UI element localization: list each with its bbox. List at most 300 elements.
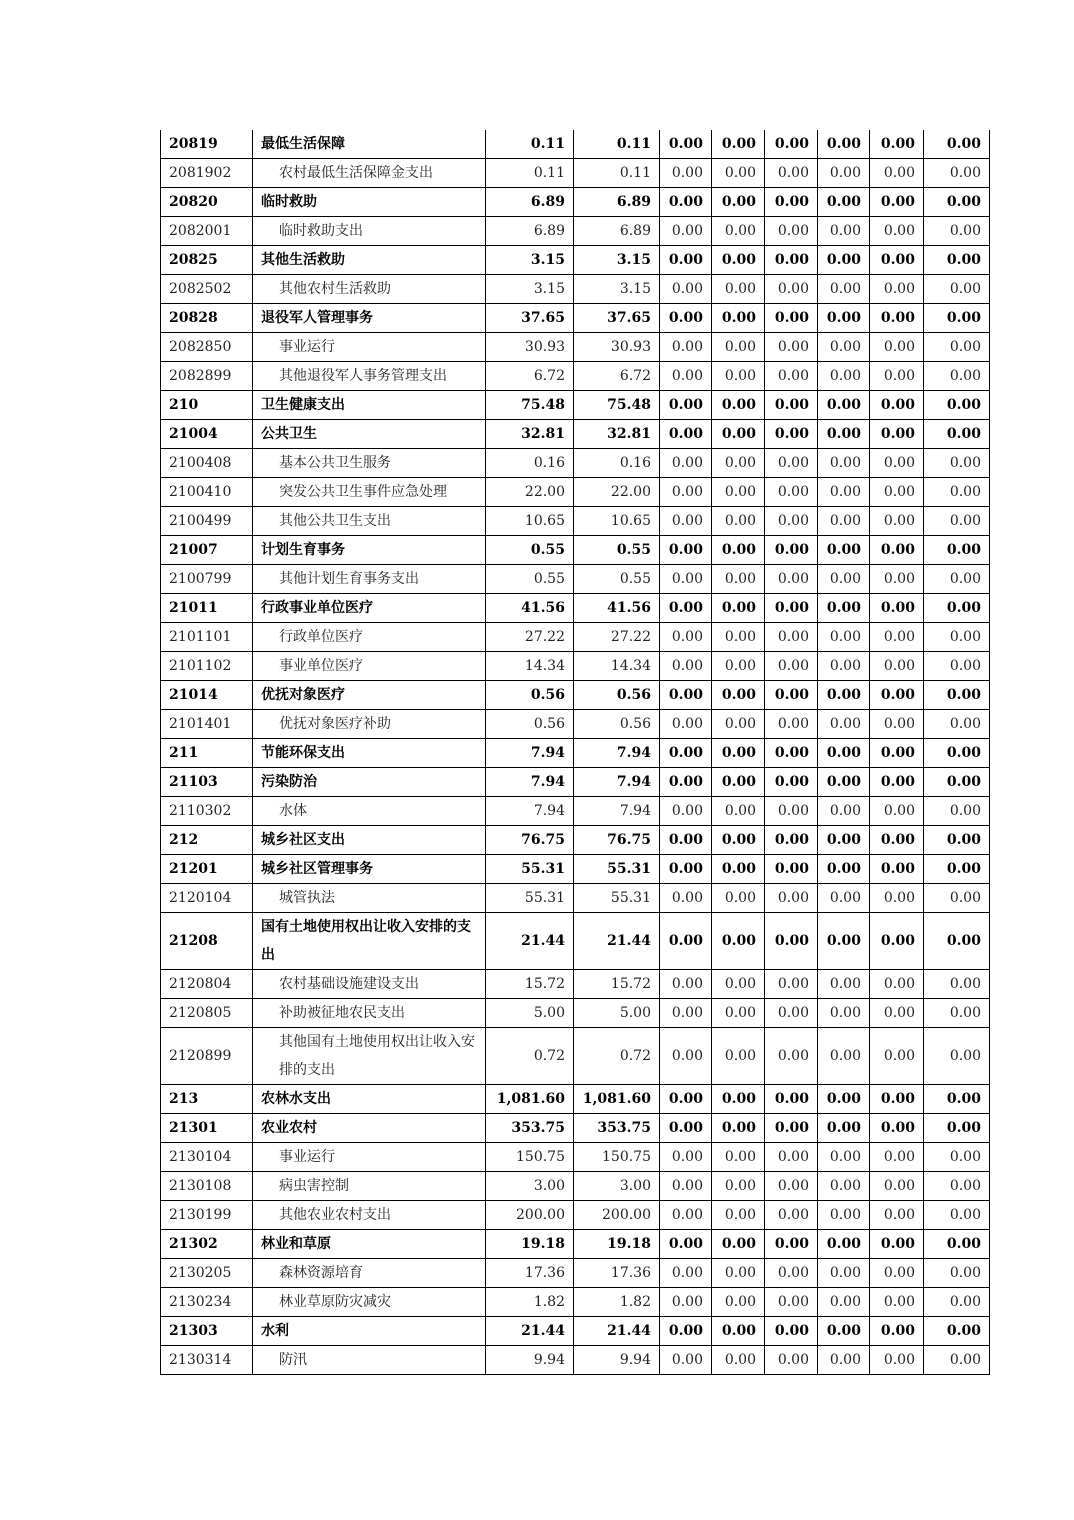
cell-value: 0.00: [765, 1317, 818, 1346]
budget-expenditure-table: [160, 130, 990, 1375]
cell-item-name: 突发公共卫生事件应急处理: [253, 478, 486, 507]
cell-value: 0.00: [712, 855, 765, 884]
cell-value: 0.00: [818, 1172, 870, 1201]
cell-value: 0.00: [712, 362, 765, 391]
table-row: [161, 275, 990, 304]
cell-value: 0.00: [660, 565, 712, 594]
cell-code: 20819: [161, 130, 253, 159]
cell-value: 0.00: [818, 536, 870, 565]
cell-basic-expenditure: 27.22: [574, 623, 660, 652]
cell-total: 9.94: [486, 1346, 574, 1375]
cell-item-name: 水体: [253, 797, 486, 826]
table-row: [161, 1317, 990, 1346]
cell-code: 2100499: [161, 507, 253, 536]
cell-value: 0.00: [924, 970, 990, 999]
cell-item-name: 城管执法: [253, 884, 486, 913]
table-row: [161, 536, 990, 565]
cell-value: 0.00: [765, 130, 818, 159]
cell-total: 1.82: [486, 1288, 574, 1317]
cell-value: 0.00: [818, 420, 870, 449]
cell-value: 0.00: [765, 855, 818, 884]
cell-value: 0.00: [712, 884, 765, 913]
cell-value: 0.00: [924, 913, 990, 970]
cell-value: 0.00: [818, 304, 870, 333]
cell-basic-expenditure: 6.89: [574, 188, 660, 217]
cell-value: 0.00: [870, 884, 924, 913]
cell-value: 0.00: [818, 565, 870, 594]
table-row: [161, 159, 990, 188]
cell-value: 0.00: [924, 1317, 990, 1346]
cell-value: 0.00: [818, 1317, 870, 1346]
cell-value: 0.00: [924, 304, 990, 333]
table-row: [161, 1230, 990, 1259]
cell-item-name: 其他国有土地使用权出让收入安排的支出: [253, 1028, 486, 1085]
cell-value: 0.00: [924, 565, 990, 594]
table-row: [161, 1028, 990, 1085]
table-row: [161, 1114, 990, 1143]
cell-value: 0.00: [765, 304, 818, 333]
cell-value: 0.00: [712, 1028, 765, 1085]
cell-basic-expenditure: 17.36: [574, 1259, 660, 1288]
cell-value: 0.00: [765, 1172, 818, 1201]
cell-item-name: 优抚对象医疗补助: [253, 710, 486, 739]
cell-value: 0.00: [924, 217, 990, 246]
cell-value: 0.00: [765, 420, 818, 449]
cell-value: 0.00: [870, 681, 924, 710]
cell-total: 353.75: [486, 1114, 574, 1143]
cell-basic-expenditure: 76.75: [574, 826, 660, 855]
cell-item-name: 卫生健康支出: [253, 391, 486, 420]
cell-value: 0.00: [870, 362, 924, 391]
cell-item-name: 林业和草原: [253, 1230, 486, 1259]
table-row: [161, 826, 990, 855]
cell-basic-expenditure: 0.55: [574, 536, 660, 565]
cell-value: 0.00: [765, 1114, 818, 1143]
cell-code: 2081902: [161, 159, 253, 188]
cell-value: 0.00: [660, 1346, 712, 1375]
cell-value: 0.00: [765, 594, 818, 623]
cell-basic-expenditure: 0.56: [574, 710, 660, 739]
cell-basic-expenditure: 0.16: [574, 449, 660, 478]
cell-code: 21302: [161, 1230, 253, 1259]
cell-value: 0.00: [818, 594, 870, 623]
cell-value: 0.00: [712, 1114, 765, 1143]
cell-value: 0.00: [712, 188, 765, 217]
cell-value: 0.00: [924, 275, 990, 304]
cell-item-name: 节能环保支出: [253, 739, 486, 768]
cell-value: 0.00: [870, 1201, 924, 1230]
table-row: [161, 1288, 990, 1317]
cell-value: 0.00: [712, 275, 765, 304]
cell-value: 0.00: [765, 913, 818, 970]
cell-item-name: 城乡社区管理事务: [253, 855, 486, 884]
cell-value: 0.00: [818, 710, 870, 739]
table-row: [161, 710, 990, 739]
cell-value: 0.00: [924, 391, 990, 420]
cell-value: 0.00: [712, 710, 765, 739]
cell-value: 0.00: [765, 826, 818, 855]
cell-code: 21201: [161, 855, 253, 884]
cell-value: 0.00: [870, 478, 924, 507]
cell-item-name: 公共卫生: [253, 420, 486, 449]
cell-basic-expenditure: 7.94: [574, 797, 660, 826]
table-row: [161, 739, 990, 768]
table-row: [161, 1259, 990, 1288]
cell-value: 0.00: [765, 188, 818, 217]
cell-value: 0.00: [660, 130, 712, 159]
cell-value: 0.00: [818, 159, 870, 188]
table-row: [161, 768, 990, 797]
cell-value: 0.00: [870, 855, 924, 884]
cell-total: 22.00: [486, 478, 574, 507]
table-row: [161, 188, 990, 217]
cell-code: 2120805: [161, 999, 253, 1028]
cell-value: 0.00: [660, 246, 712, 275]
cell-total: 15.72: [486, 970, 574, 999]
cell-value: 0.00: [924, 1114, 990, 1143]
cell-value: 0.00: [712, 565, 765, 594]
cell-value: 0.00: [818, 623, 870, 652]
cell-code: 213: [161, 1085, 253, 1114]
cell-total: 6.72: [486, 362, 574, 391]
cell-value: 0.00: [660, 1114, 712, 1143]
cell-total: 5.00: [486, 999, 574, 1028]
cell-item-name: 其他退役军人事务管理支出: [253, 362, 486, 391]
cell-basic-expenditure: 3.15: [574, 275, 660, 304]
cell-basic-expenditure: 0.11: [574, 159, 660, 188]
cell-value: 0.00: [660, 652, 712, 681]
cell-basic-expenditure: 6.72: [574, 362, 660, 391]
cell-code: 21004: [161, 420, 253, 449]
cell-total: 6.89: [486, 188, 574, 217]
table-row: [161, 130, 990, 159]
cell-basic-expenditure: 55.31: [574, 884, 660, 913]
cell-code: 2082899: [161, 362, 253, 391]
cell-basic-expenditure: 6.89: [574, 217, 660, 246]
cell-value: 0.00: [870, 130, 924, 159]
cell-item-name: 优抚对象医疗: [253, 681, 486, 710]
cell-value: 0.00: [818, 681, 870, 710]
cell-total: 200.00: [486, 1201, 574, 1230]
cell-value: 0.00: [765, 217, 818, 246]
cell-value: 0.00: [818, 797, 870, 826]
cell-code: 21303: [161, 1317, 253, 1346]
cell-item-name: 最低生活保障: [253, 130, 486, 159]
cell-value: 0.00: [765, 1230, 818, 1259]
cell-item-name: 行政单位医疗: [253, 623, 486, 652]
cell-basic-expenditure: 15.72: [574, 970, 660, 999]
cell-item-name: 病虫害控制: [253, 1172, 486, 1201]
cell-value: 0.00: [765, 1201, 818, 1230]
cell-value: 0.00: [870, 1230, 924, 1259]
table-row: [161, 999, 990, 1028]
cell-value: 0.00: [818, 855, 870, 884]
cell-value: 0.00: [870, 565, 924, 594]
table-row: [161, 1346, 990, 1375]
cell-code: 2100799: [161, 565, 253, 594]
cell-value: 0.00: [870, 333, 924, 362]
cell-value: 0.00: [924, 188, 990, 217]
cell-item-name: 污染防治: [253, 768, 486, 797]
cell-value: 0.00: [712, 478, 765, 507]
cell-value: 0.00: [712, 1230, 765, 1259]
cell-value: 0.00: [712, 420, 765, 449]
cell-code: 2130199: [161, 1201, 253, 1230]
table-row: [161, 594, 990, 623]
cell-basic-expenditure: 200.00: [574, 1201, 660, 1230]
cell-value: 0.00: [765, 391, 818, 420]
cell-item-name: 国有土地使用权出让收入安排的支出: [253, 913, 486, 970]
cell-value: 0.00: [870, 391, 924, 420]
cell-value: 0.00: [712, 391, 765, 420]
cell-item-name: 退役军人管理事务: [253, 304, 486, 333]
table-row: [161, 855, 990, 884]
cell-value: 0.00: [712, 739, 765, 768]
cell-value: 0.00: [660, 1230, 712, 1259]
cell-value: 0.00: [660, 1288, 712, 1317]
cell-code: 211: [161, 739, 253, 768]
table-row: [161, 681, 990, 710]
cell-value: 0.00: [660, 188, 712, 217]
cell-value: 0.00: [660, 970, 712, 999]
cell-value: 0.00: [660, 1317, 712, 1346]
cell-value: 0.00: [765, 739, 818, 768]
cell-value: 0.00: [765, 246, 818, 275]
cell-value: 0.00: [818, 130, 870, 159]
cell-item-name: 事业运行: [253, 333, 486, 362]
cell-value: 0.00: [924, 159, 990, 188]
cell-code: 2130205: [161, 1259, 253, 1288]
cell-value: 0.00: [870, 739, 924, 768]
cell-value: 0.00: [765, 449, 818, 478]
table-body: [161, 130, 990, 1375]
cell-code: 21208: [161, 913, 253, 970]
cell-item-name: 基本公共卫生服务: [253, 449, 486, 478]
cell-total: 0.16: [486, 449, 574, 478]
cell-item-name: 林业草原防灾减灾: [253, 1288, 486, 1317]
cell-item-name: 行政事业单位医疗: [253, 594, 486, 623]
cell-value: 0.00: [924, 623, 990, 652]
cell-basic-expenditure: 22.00: [574, 478, 660, 507]
cell-value: 0.00: [870, 246, 924, 275]
cell-value: 0.00: [765, 159, 818, 188]
cell-basic-expenditure: 5.00: [574, 999, 660, 1028]
cell-value: 0.00: [660, 478, 712, 507]
cell-value: 0.00: [870, 1317, 924, 1346]
cell-basic-expenditure: 30.93: [574, 333, 660, 362]
cell-value: 0.00: [712, 681, 765, 710]
table-row: [161, 652, 990, 681]
cell-value: 0.00: [660, 739, 712, 768]
cell-basic-expenditure: 3.15: [574, 246, 660, 275]
cell-total: 1,081.60: [486, 1085, 574, 1114]
cell-value: 0.00: [870, 623, 924, 652]
cell-value: 0.00: [765, 507, 818, 536]
cell-value: 0.00: [712, 1346, 765, 1375]
cell-value: 0.00: [712, 1317, 765, 1346]
cell-value: 0.00: [765, 1346, 818, 1375]
cell-value: 0.00: [765, 362, 818, 391]
cell-value: 0.00: [712, 999, 765, 1028]
cell-value: 0.00: [765, 275, 818, 304]
table-row: [161, 1172, 990, 1201]
cell-value: 0.00: [870, 507, 924, 536]
table-row: [161, 217, 990, 246]
cell-code: 2082001: [161, 217, 253, 246]
cell-basic-expenditure: 1.82: [574, 1288, 660, 1317]
table-row: [161, 391, 990, 420]
cell-code: 2082850: [161, 333, 253, 362]
cell-total: 14.34: [486, 652, 574, 681]
cell-item-name: 防汛: [253, 1346, 486, 1375]
cell-value: 0.00: [870, 1143, 924, 1172]
cell-total: 6.89: [486, 217, 574, 246]
cell-value: 0.00: [712, 507, 765, 536]
cell-total: 0.55: [486, 536, 574, 565]
cell-basic-expenditure: 19.18: [574, 1230, 660, 1259]
cell-basic-expenditure: 41.56: [574, 594, 660, 623]
cell-code: 2120104: [161, 884, 253, 913]
cell-value: 0.00: [660, 1172, 712, 1201]
cell-value: 0.00: [870, 188, 924, 217]
cell-value: 0.00: [818, 275, 870, 304]
cell-value: 0.00: [818, 478, 870, 507]
cell-code: 2130234: [161, 1288, 253, 1317]
cell-value: 0.00: [765, 652, 818, 681]
cell-value: 0.00: [924, 130, 990, 159]
cell-value: 0.00: [818, 333, 870, 362]
table-row: [161, 1201, 990, 1230]
cell-value: 0.00: [660, 217, 712, 246]
cell-basic-expenditure: 10.65: [574, 507, 660, 536]
cell-value: 0.00: [924, 681, 990, 710]
cell-value: 0.00: [924, 420, 990, 449]
cell-value: 0.00: [765, 970, 818, 999]
cell-value: 0.00: [660, 681, 712, 710]
cell-item-name: 农林水支出: [253, 1085, 486, 1114]
cell-item-name: 其他公共卫生支出: [253, 507, 486, 536]
cell-value: 0.00: [660, 768, 712, 797]
cell-value: 0.00: [660, 507, 712, 536]
cell-code: 2120899: [161, 1028, 253, 1085]
table-row: [161, 1143, 990, 1172]
cell-value: 0.00: [870, 449, 924, 478]
cell-value: 0.00: [870, 710, 924, 739]
cell-value: 0.00: [924, 1172, 990, 1201]
cell-value: 0.00: [870, 1085, 924, 1114]
cell-code: 20828: [161, 304, 253, 333]
cell-basic-expenditure: 7.94: [574, 768, 660, 797]
table-row: [161, 797, 990, 826]
cell-code: 2120804: [161, 970, 253, 999]
cell-value: 0.00: [765, 999, 818, 1028]
cell-basic-expenditure: 75.48: [574, 391, 660, 420]
cell-value: 0.00: [924, 1259, 990, 1288]
cell-value: 0.00: [870, 1288, 924, 1317]
cell-total: 0.72: [486, 1028, 574, 1085]
cell-value: 0.00: [924, 507, 990, 536]
cell-item-name: 临时救助: [253, 188, 486, 217]
cell-total: 30.93: [486, 333, 574, 362]
cell-value: 0.00: [712, 130, 765, 159]
cell-code: 2130314: [161, 1346, 253, 1375]
cell-value: 0.00: [818, 913, 870, 970]
cell-code: 20820: [161, 188, 253, 217]
cell-basic-expenditure: 0.56: [574, 681, 660, 710]
cell-value: 0.00: [712, 1201, 765, 1230]
cell-value: 0.00: [765, 1288, 818, 1317]
cell-value: 0.00: [870, 768, 924, 797]
cell-total: 55.31: [486, 884, 574, 913]
cell-basic-expenditure: 150.75: [574, 1143, 660, 1172]
cell-value: 0.00: [712, 826, 765, 855]
table-row: [161, 565, 990, 594]
cell-value: 0.00: [818, 999, 870, 1028]
cell-code: 212: [161, 826, 253, 855]
cell-value: 0.00: [712, 797, 765, 826]
cell-basic-expenditure: 3.00: [574, 1172, 660, 1201]
cell-total: 7.94: [486, 739, 574, 768]
cell-item-name: 临时救助支出: [253, 217, 486, 246]
cell-value: 0.00: [870, 1346, 924, 1375]
cell-basic-expenditure: 55.31: [574, 855, 660, 884]
cell-value: 0.00: [660, 362, 712, 391]
cell-code: 21014: [161, 681, 253, 710]
cell-total: 150.75: [486, 1143, 574, 1172]
cell-item-name: 农村最低生活保障金支出: [253, 159, 486, 188]
cell-item-name: 农村基础设施建设支出: [253, 970, 486, 999]
cell-value: 0.00: [765, 681, 818, 710]
cell-total: 27.22: [486, 623, 574, 652]
cell-total: 0.55: [486, 565, 574, 594]
cell-value: 0.00: [712, 246, 765, 275]
cell-code: 21103: [161, 768, 253, 797]
cell-value: 0.00: [712, 159, 765, 188]
cell-value: 0.00: [818, 217, 870, 246]
cell-item-name: 森林资源培育: [253, 1259, 486, 1288]
cell-value: 0.00: [924, 1201, 990, 1230]
cell-value: 0.00: [660, 623, 712, 652]
cell-total: 21.44: [486, 1317, 574, 1346]
cell-value: 0.00: [924, 1288, 990, 1317]
cell-basic-expenditure: 37.65: [574, 304, 660, 333]
cell-total: 55.31: [486, 855, 574, 884]
cell-value: 0.00: [765, 1028, 818, 1085]
cell-total: 0.11: [486, 159, 574, 188]
table-row: [161, 1085, 990, 1114]
cell-value: 0.00: [660, 536, 712, 565]
cell-total: 3.15: [486, 246, 574, 275]
cell-value: 0.00: [818, 246, 870, 275]
cell-value: 0.00: [818, 507, 870, 536]
cell-value: 0.00: [818, 1201, 870, 1230]
table-row: [161, 304, 990, 333]
cell-value: 0.00: [765, 710, 818, 739]
cell-value: 0.00: [870, 304, 924, 333]
cell-total: 0.56: [486, 710, 574, 739]
cell-value: 0.00: [924, 1028, 990, 1085]
cell-code: 2100410: [161, 478, 253, 507]
cell-item-name: 补助被征地农民支出: [253, 999, 486, 1028]
cell-value: 0.00: [924, 797, 990, 826]
cell-value: 0.00: [712, 652, 765, 681]
table-row: [161, 970, 990, 999]
table-row: [161, 507, 990, 536]
cell-value: 0.00: [660, 391, 712, 420]
cell-value: 0.00: [924, 1143, 990, 1172]
cell-value: 0.00: [712, 970, 765, 999]
cell-value: 0.00: [660, 333, 712, 362]
